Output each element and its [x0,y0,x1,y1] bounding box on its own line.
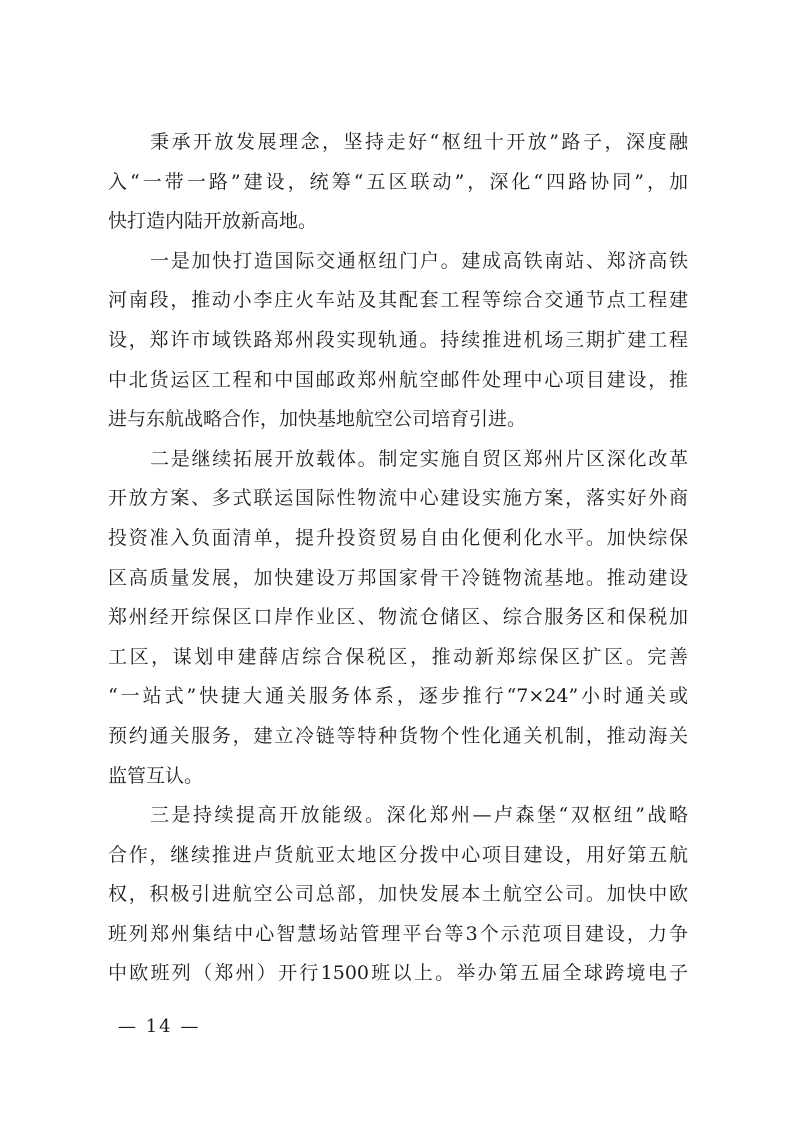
text-line: 权，积极引进航空公司总部，加快发展本土航空公司。加快中欧 [108,883,688,906]
paragraph-open-level [108,796,688,994]
paragraph-open-development [108,123,688,242]
text-line: 设，郑许市域铁路郑州段实现轨通。持续推进机场三期扩建工程 [108,328,688,351]
text-line: 三是持续提高开放能级。深化郑州—卢森堡“双枢纽”战略 [150,804,688,827]
text-line: 监管互认。 [108,764,204,787]
text-line: 工区，谋划申建薛店综合保税区，推动新郑综保区扩区。完善 [108,645,688,668]
text-line: 二是继续拓展开放载体。制定实施自贸区郑州片区深化改革 [150,447,688,470]
text-line: 快打造内陆开放新高地。 [108,210,318,233]
text-line: 入“一带一路”建设，统筹“五区联动”，深化“四路协同”，加 [108,170,688,193]
text-line: 进与东航战略合作，加快基地航空公司培育引进。 [108,408,527,431]
text-line: 一是加快打造国际交通枢纽门户。建成高铁南站、郑济高铁 [150,249,688,272]
text-line: 区高质量发展，加快建设万邦国家骨干冷链物流基地。推动建设 [108,566,688,589]
text-line: 中欧班列（郑州）开行1500班以上。举办第五届全球跨境电子 [108,962,688,985]
text-line: 预约通关服务，建立冷链等特种货物个性化通关机制，推动海关 [108,724,688,747]
text-line: 河南段，推动小李庄火车站及其配套工程等综合交通节点工程建 [108,289,688,312]
text-line: 郑州经开综保区口岸作业区、物流仓储区、综合服务区和保税加 [108,606,688,629]
text-line: 班列郑州集结中心智慧场站管理平台等3个示范项目建设，力争 [108,922,688,945]
text-line: 投资准入负面清单，提升投资贸易自由化便利化水平。加快综保 [108,526,688,549]
text-line: 合作，继续推进卢货航亚太地区分拨中心项目建设，用好第五航 [108,843,688,866]
document-body [108,123,688,994]
paragraph-transport-hub [108,242,688,440]
paragraph-open-carriers [108,440,688,796]
text-line: 秉承开放发展理念，坚持走好“枢纽十开放”路子，深度融 [150,131,688,153]
text-line: 开放方案、多式联运国际性物流中心建设实施方案，落实好外商 [108,487,688,510]
text-line: “一站式”快捷大通关服务体系，逐步推行“7×24”小时通关或 [108,685,688,708]
page-number: — 14 — [118,1016,201,1037]
text-line: 中北货运区工程和中国邮政郑州航空邮件处理中心项目建设，推 [108,368,688,391]
